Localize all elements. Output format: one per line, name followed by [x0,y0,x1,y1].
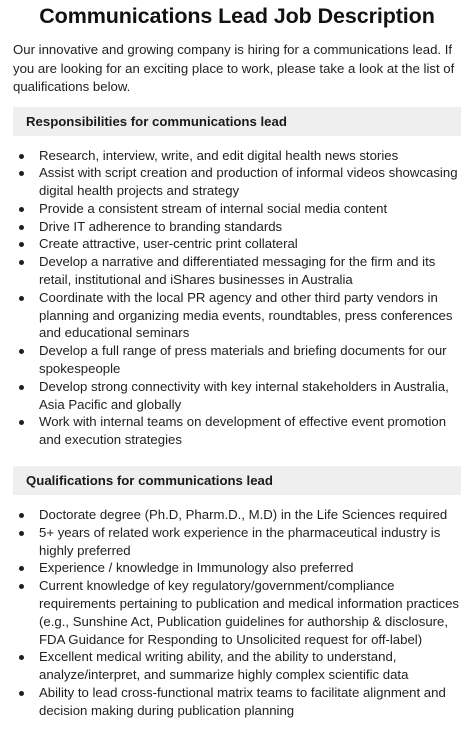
list-item-text: Assist with script creation and production of informal videos showcasing digital health projects and strategy [39,165,458,199]
list-item [39,506,461,524]
bullet-icon [19,242,24,247]
bullet-icon [19,513,24,518]
bullet-icon [19,349,24,354]
bullet-icon [19,260,24,265]
bullet-icon [19,584,24,589]
bullet-icon [19,154,24,159]
list-item [39,648,461,684]
list-item [39,235,461,253]
list-item-text: Current knowledge of key regulatory/government/compliance requirements pertaining to publication and medical information practices (e.g., Sunshine Act, Publication guidelines for authorship & disclosure, FDA Guidance for Responding to Unsolicited request for off-label) [39,578,460,647]
list-item [39,147,461,165]
list-item [39,559,461,577]
bullet-icon [19,566,24,571]
bullet-icon [19,171,24,176]
responsibilities-list [13,147,461,450]
list-item [39,577,461,648]
intro-paragraph: Our innovative and growing company is hiring for a communications lead. If you are looking for an exciting place to work, please take a look at the list of qualifications below. [13,42,455,94]
page-title: Communications Lead Job Description [39,4,435,28]
list-item-text: Research, interview, write, and edit digital health news stories [39,147,399,163]
list-item-text: Develop strong connectivity with key internal stakeholders in Australia, Asia Pacific and globally [39,378,449,412]
list-item [39,524,461,560]
list-item [39,413,461,449]
list-item [39,253,461,289]
list-item [39,378,461,414]
qualifications-heading: Qualifications for communications lead [13,466,461,495]
list-item-text: Drive IT adherence to branding standards [39,218,283,234]
list-item-text: Coordinate with the local PR agency and other third party vendors in planning and organizing media events, roundtables, press conferences and educational seminars [39,289,453,341]
list-item-text: Work with internal teams on development of effective event promotion and execution strategies [39,414,447,448]
list-item [39,218,461,236]
bullet-icon [19,691,24,696]
list-item-text: Provide a consistent stream of internal social media content [39,200,388,216]
qualifications-list [13,506,461,720]
list-item [39,684,461,720]
bullet-icon [19,420,24,425]
list-item-text: Create attractive, user-centric print collateral [39,236,298,252]
list-item-text: Excellent medical writing ability, and the ability to understand, analyze/interpret, and summarize highly complex scientific data [39,649,409,683]
bullet-icon [19,385,24,390]
list-item-text: Doctorate degree (Ph.D, Pharm.D., M.D) in the Life Sciences required [39,507,448,523]
list-item [39,164,461,200]
bullet-icon [19,655,24,660]
list-item-text: Experience / knowledge in Immunology also preferred [39,560,354,576]
bullet-icon [19,531,24,536]
list-item [39,289,461,342]
responsibilities-heading: Responsibilities for communications lead [13,107,461,136]
list-item-text: Develop a full range of press materials and briefing documents for our spokespeople [39,343,447,377]
list-item [39,200,461,218]
list-item-text: Develop a narrative and differentiated messaging for the firm and its retail, institutional and iShares businesses in Australia [39,254,436,288]
bullet-icon [19,207,24,212]
list-item-text: 5+ years of related work experience in the pharmaceutical industry is highly preferred [39,524,441,558]
bullet-icon [19,225,24,230]
list-item [39,342,461,378]
bullet-icon [19,296,24,301]
list-item-text: Ability to lead cross-functional matrix teams to facilitate alignment and decision making during publication planning [39,685,446,718]
